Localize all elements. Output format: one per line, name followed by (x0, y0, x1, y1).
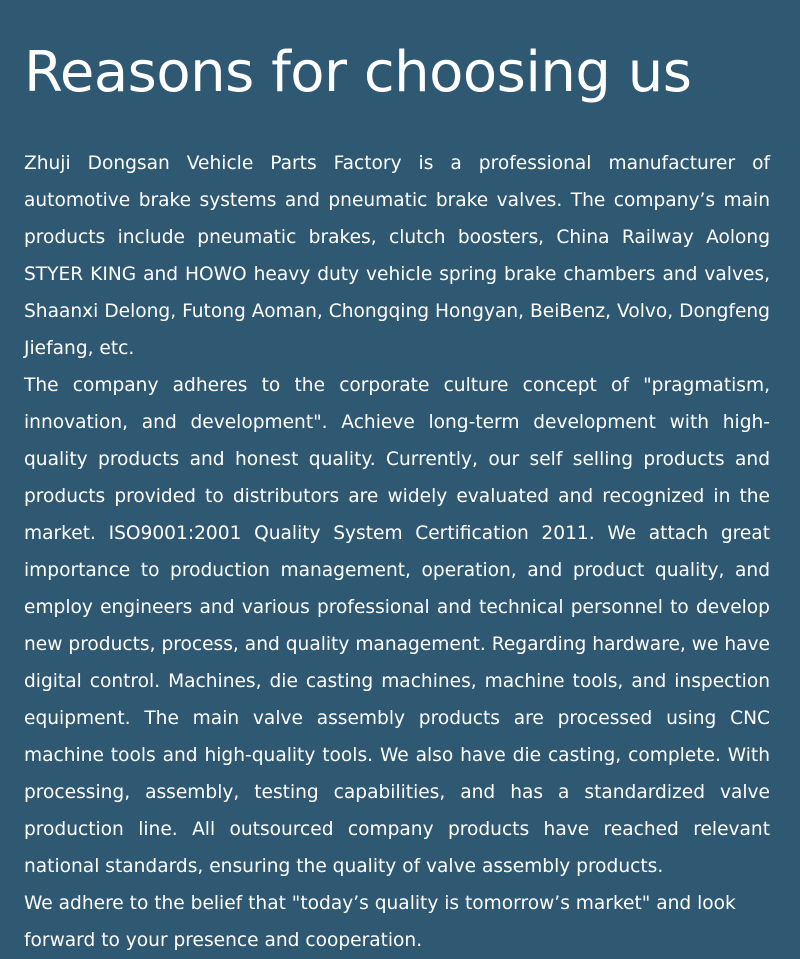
paragraph-closing-invitation: We adhere to the belief that "today’s quality is tomorrow’s market" and look forward to your presence and cooperation. (24, 892, 736, 951)
paragraph-company-overview: Zhuji Dongsan Vehicle Parts Factory is a professional manufacturer of automotive brake systems and pneumatic brake valves. The company’s main products include pneumatic brakes, clutch boosters, China Railway Aolong STYER KING and HOWO heavy duty vehicle spring brake chambers and valves, Shaanxi Delong, Futong Aoman, Chongqing Hongyan, BeiBenz, Volvo, Dongfeng Jiefang, etc. (24, 152, 770, 359)
paragraph-culture-and-capabilities: The company adheres to the corporate culture concept of "pragmatism, innovation, and development". Achieve long-term development with high-quality products and honest quality. Currently, our self selling products and products provided to distributors are widely evaluated and recognized in the market. ISO9001:2001 Quality System Certification 2011. We attach great importance to production management, operation, and product quality, and employ engineers and various professional and technical personnel to develop new products, process, and quality management. Regarding hardware, we have digital control. Machines, die casting machines, machine tools, and inspection equipment. The main valve assembly products are processed using CNC machine tools and high-quality tools. We also have die casting, complete. With processing, assembly, testing capabilities, and has a standardized valve production line. All outsourced company products have reached relevant national standards, ensuring the quality of valve assembly products. (24, 374, 770, 877)
page-title: Reasons for choosing us (24, 40, 692, 105)
body-copy (24, 145, 770, 959)
